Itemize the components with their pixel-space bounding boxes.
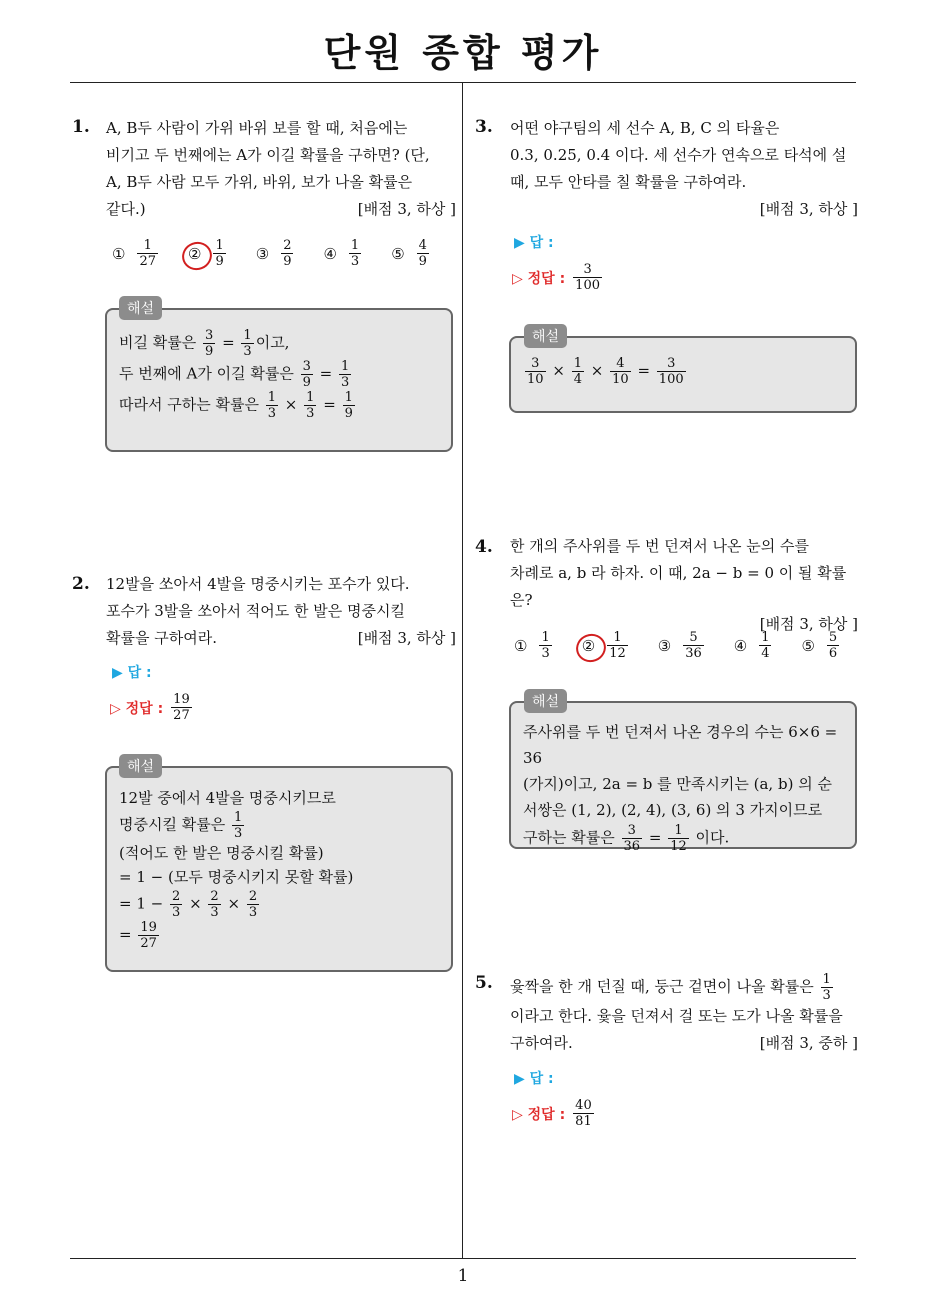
question-4-text [510, 533, 858, 634]
question-3-line: 0.3, 0.25, 0.4 이다. 세 선수가 연속으로 타석에 설 [510, 146, 847, 164]
question-5-text [510, 972, 858, 1057]
exp-line: (적어도 한 발은 명중시킬 확률) [119, 844, 324, 862]
choice-mark: ① [112, 244, 126, 263]
choice-fraction: $\frac{1}{4}$ [761, 630, 770, 661]
question-3-answer-label: ▶ 답 : [514, 235, 554, 251]
question-1-last-row [106, 196, 456, 223]
choice-mark: ③ [657, 636, 672, 655]
question-5-number: 5. [475, 973, 493, 993]
question-4-explanation-box [509, 701, 857, 854]
exp-line: 비길 확률은 $\frac{3}{9}$ = $\frac{1}{3}$ 이고, [119, 328, 290, 359]
question-2-line: 확률을 구하여라. [106, 629, 217, 647]
exp-line: = $\frac{19}{27}$ [119, 920, 157, 951]
page-number: 1 [457, 1266, 469, 1286]
question-3-meta: [배점 3, 하상 ] [759, 200, 858, 218]
choice-fraction: $\frac{5}{36}$ [685, 630, 702, 661]
question-2-line: 12발을 쏘아서 4발을 명중시키는 포수가 있다. [106, 575, 410, 593]
choice-3[interactable] [658, 630, 706, 661]
question-1-text [106, 115, 456, 223]
choice-mark: ④ [733, 636, 748, 655]
question-5-correct-answer [512, 1098, 596, 1129]
question-2-meta: [배점 3, 하상 ] [357, 629, 456, 647]
correct-fraction: $\frac{3}{100}$ [575, 262, 600, 293]
question-5-meta: [배점 3, 중하 ] [759, 1034, 858, 1052]
choice-5[interactable] [801, 630, 841, 661]
question-4-line: 한 개의 주사위를 두 번 던져서 나온 눈의 수를 [510, 537, 809, 555]
choice-fraction: $\frac{4}{9}$ [418, 238, 427, 269]
choice-mark: ⑤ [391, 244, 405, 263]
question-2-line: 포수가 3발을 쏘아서 적어도 한 발은 명중시킬 [106, 602, 405, 620]
choice-3[interactable] [256, 238, 296, 269]
exp-line: = 1 − (모두 명중시키지 못할 확률) [119, 868, 354, 886]
question-2-correct-answer [110, 692, 194, 723]
question-2-number: 2. [72, 574, 90, 594]
question-2-explanation-box [105, 766, 453, 972]
choice-mark: ② [581, 636, 596, 655]
exp-line: = 1 − $\frac{2}{3}$ × $\frac{2}{3}$ × $\frac{2}{3}$ [119, 889, 258, 920]
question-5-line: 이라고 한다. 윷을 던져서 걸 또는 도가 나올 확률을 [510, 1007, 843, 1025]
question-5-last-row [510, 1030, 858, 1057]
question-4-line: 차례로 a, b 라 하자. 이 때, 2a − b = 0 이 될 확률은? [510, 564, 847, 609]
question-4-choices [514, 630, 869, 661]
choice-mark: ③ [255, 244, 270, 263]
question-2-text [106, 571, 456, 652]
question-3-explanation-tag: 해설 [524, 324, 567, 348]
exp-line: 따라서 구하는 확률은 $\frac{1}{3}$ × $\frac{1}{3}$ = $\frac{1}{9}$ [119, 390, 353, 421]
correct-label: ▷ 정답 : [110, 700, 164, 717]
choice-fraction: $\frac{2}{9}$ [283, 238, 292, 269]
choice-2[interactable] [582, 630, 630, 661]
question-1-explanation-box [105, 308, 453, 452]
question-4-number: 4. [475, 537, 493, 557]
question-2-last-row [106, 625, 456, 652]
question-3-correct-answer [512, 262, 604, 293]
choice-fraction: $\frac{1}{3}$ [350, 238, 360, 269]
selected-circle-mark [572, 630, 610, 667]
exp-line: 명중시킬 확률은 $\frac{1}{3}$ [119, 810, 243, 841]
question-4-explanation-tag: 해설 [524, 689, 567, 713]
bottom-divider [70, 1258, 856, 1259]
exp-line: (가지)이고, 2a = b 를 만족시키는 (a, b) 의 순 [523, 775, 832, 793]
exp-line: 12발 중에서 4발을 명중시키므로 [119, 789, 336, 807]
exp-line: 서쌍은 (1, 2), (2, 4), (3, 6) 의 3 가지이므로 [523, 801, 823, 819]
exp-line: 구하는 확률은 $\frac{3}{36}$ = $\frac{1}{12}$ 이다. [523, 823, 730, 854]
exp-line: $\frac{3}{10}$ × $\frac{1}{4}$ × $\frac{4}{10}$ = $\frac{3}{100}$ [527, 356, 684, 387]
choice-fraction: $\frac{1}{12}$ [609, 630, 626, 661]
choice-2[interactable] [188, 238, 228, 269]
choice-5[interactable] [391, 238, 431, 269]
question-3-text [510, 115, 858, 223]
correct-fraction: $\frac{19}{27}$ [173, 692, 190, 723]
top-divider [70, 82, 856, 83]
exp-line: 주사위를 두 번 던져서 나온 경우의 수는 6×6 = 36 [523, 723, 838, 767]
question-1-line: 같다.) [106, 200, 146, 218]
choice-4[interactable] [734, 630, 774, 661]
choice-1[interactable] [112, 238, 160, 269]
page-title: 단원 종합 평가 [323, 31, 603, 75]
question-1-line: 비기고 두 번째에는 A가 이길 확률을 구하면? (단, [106, 146, 430, 164]
question-3-line: 어떤 야구팀의 세 선수 A, B, C 의 타율은 [510, 119, 780, 137]
question-1-choices [112, 238, 459, 269]
question-2-answer-label: ▶ 답 : [112, 665, 152, 681]
choice-mark: ② [188, 244, 202, 263]
choice-1[interactable] [514, 630, 554, 661]
question-3-line: 때, 모두 안타를 칠 확률을 구하여라. [510, 173, 747, 191]
choice-fraction: $\frac{1}{27}$ [139, 238, 156, 269]
question-1-line: A, B두 사람 모두 가위, 바위, 보가 나올 확률은 [106, 173, 413, 191]
choice-fraction: $\frac{1}{3}$ [541, 630, 550, 661]
question-1-line: A, B두 사람이 가위 바위 보를 할 때, 처음에는 [106, 119, 408, 137]
question-4-meta: [배점 3, 하상 ] [759, 615, 858, 633]
correct-label: ▷ 정답 : [512, 270, 566, 287]
choice-mark: ⑤ [801, 636, 815, 655]
correct-label: ▷ 정답 : [512, 1106, 566, 1123]
column-divider [462, 83, 463, 1258]
question-1-explanation-tag: 해설 [119, 296, 162, 320]
question-5-line: 구하여라. [510, 1034, 573, 1052]
question-5-line: 윷짝을 한 개 던질 때, 둥근 겉면이 나올 확률은 $\frac{1}{3}$ [510, 972, 831, 1003]
choice-fraction: $\frac{5}{6}$ [828, 630, 838, 661]
choice-4[interactable] [323, 238, 363, 269]
question-3-number: 3. [475, 117, 493, 137]
selected-circle-mark [178, 238, 216, 275]
question-5-answer-label: ▶ 답 : [514, 1071, 554, 1087]
question-2-explanation-tag: 해설 [119, 754, 162, 778]
exp-line: 두 번째에 A가 이길 확률은 $\frac{3}{9}$ = $\frac{1}{3}$ [119, 359, 350, 390]
choice-mark: ④ [323, 244, 337, 263]
question-1-number: 1. [72, 117, 90, 137]
choice-mark: ① [514, 636, 528, 655]
question-1-meta: [배점 3, 하상 ] [357, 200, 456, 218]
correct-fraction: $\frac{40}{81}$ [575, 1098, 592, 1129]
choice-fraction: $\frac{1}{9}$ [215, 238, 224, 269]
